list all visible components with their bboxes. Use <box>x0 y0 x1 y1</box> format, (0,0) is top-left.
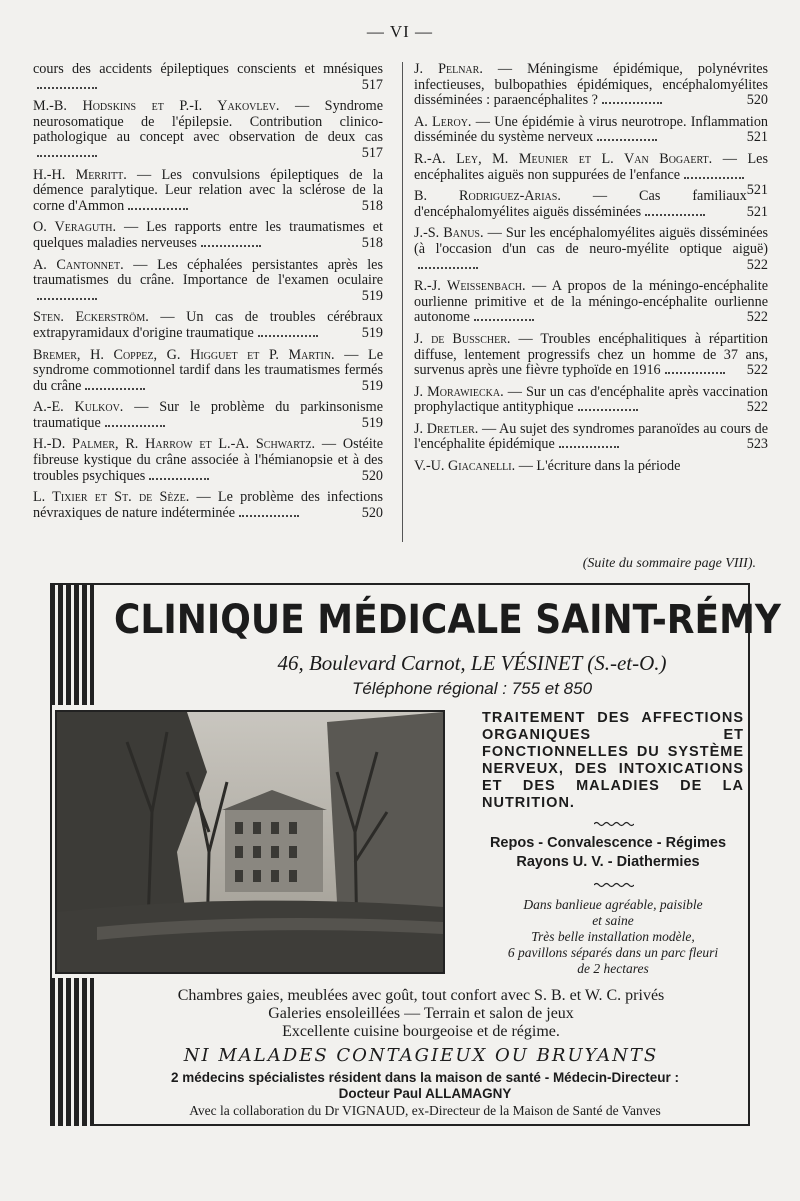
toc-entry <box>33 168 383 215</box>
environment-description <box>482 897 744 977</box>
toc-entry <box>414 279 768 326</box>
toc-leader <box>128 208 188 210</box>
amenities-line-2: Galeries ensoleillées — Terrain et salon de jeux <box>268 1005 574 1022</box>
column-divider <box>402 62 403 542</box>
toc-page-number: 521 <box>746 182 768 199</box>
toc-leader <box>37 298 97 300</box>
toc-page-number: 517 <box>361 76 383 93</box>
toc-author: J. Morawiecka. <box>414 383 504 400</box>
toc-page-number: 522 <box>746 399 768 416</box>
toc-leader <box>258 335 318 337</box>
toc-page-number: 517 <box>361 144 383 161</box>
toc-page-number: 521 <box>746 203 768 220</box>
toc-entry <box>414 115 768 146</box>
toc-title: — Les céphalées persistantes après les traumatismes du crâne. Importance de l'examen oculaire <box>33 256 383 289</box>
toc-entry <box>33 348 383 395</box>
toc-page-number: 520 <box>746 92 768 109</box>
decorative-stripe-top <box>50 585 94 705</box>
toc-page-number: 518 <box>361 197 383 214</box>
toc-leader <box>418 267 478 269</box>
toc-title: — Méningisme épidémique, polynévrites infectieuses, bulbopathies épidémiques, encéphalomyélites disséminées : paraencéphalites ? <box>414 61 769 109</box>
toc-left-column <box>33 62 383 527</box>
toc-title: — Le problème des infections névraxiques de nature indéterminée <box>33 489 384 521</box>
decorative-stripe-bottom <box>50 978 94 1126</box>
staff-line-2: Docteur Paul ALLAMAGNY <box>338 1086 512 1101</box>
toc-entry <box>414 62 768 109</box>
env-line-5: de 2 hectares <box>577 961 649 976</box>
toc-author: R.-J. Weissenbach. <box>414 278 526 295</box>
toc-author: A. Cantonnet. <box>33 256 124 273</box>
toc-entry <box>33 99 383 161</box>
toc-author: H.-H. Merritt. <box>33 166 127 183</box>
treatment-description: TRAITEMENT DES AFFECTIONS ORGANIQUES ET FONCTIONNELLES DU SYSTÈME NERVEUX, DES INTOXICATIONS ET DES MALADIES DE LA NUTRITION. <box>482 710 744 811</box>
toc-title: — Troubles encéphalitiques à répartition diffuse, lentement progressifs chez un homme de 37 ans, survenus après une fièvre typhoïde en 1916 <box>414 330 768 379</box>
toc-entry <box>33 62 383 93</box>
staff-line-1: 2 médecins spécialistes résident dans la maison de santé - Médecin-Directeur : <box>171 1070 679 1085</box>
toc-title: — Cas familiaux d'encéphalomyélites aiguës disséminées <box>414 188 747 220</box>
toc-leader <box>474 319 534 321</box>
toc-leader <box>559 446 619 448</box>
toc-author: A. Leroy. <box>414 113 472 130</box>
toc-author: J.-S. Banus. <box>414 225 484 242</box>
toc-leader <box>684 177 744 179</box>
toc-title: — Le syndrome commotionnel tardif dans les traumatismes fermés du crâne <box>33 346 384 394</box>
env-line-4: 6 pavillons séparés dans un parc fleuri <box>507 945 719 960</box>
decorative-squiggle <box>594 882 634 888</box>
toc-author: M.-B. Hodskins et P.-I. Yakovlev. <box>33 98 280 115</box>
services-list <box>472 834 744 872</box>
continuation-note: (Suite du sommaire page VIII). <box>582 556 756 571</box>
toc-leader <box>37 155 97 157</box>
toc-entry <box>33 490 383 521</box>
toc-page-number: 520 <box>361 467 383 484</box>
toc-page-number: 522 <box>746 362 768 379</box>
toc-author: A.-E. Kulkov. <box>33 399 124 416</box>
toc-title: — Sur un cas d'encéphalite après vaccination prophylactique antityphique <box>414 383 768 416</box>
clinic-name: CLINIQUE MÉDICALE SAINT-RÉMY <box>114 597 782 643</box>
toc-entry <box>414 189 768 220</box>
services-line-1: Repos - Convalescence - Régimes <box>489 835 727 851</box>
toc-entry <box>33 400 383 431</box>
env-line-3: Très belle installation modèle, <box>531 929 695 944</box>
amenities-line-1: Chambres gaies, meublées avec goût, tout confort avec S. B. et W. C. privés <box>177 987 665 1004</box>
clinic-building-image <box>57 712 443 972</box>
clinic-advertisement <box>50 583 782 1126</box>
clinic-address: 46, Boulevard Carnot, LE VÉSINET (S.-et-O.) <box>277 651 667 675</box>
toc-title: cours des accidents épileptiques conscients et mnésiques <box>33 61 383 77</box>
toc-author: L. Tixier et St. de Sèze. <box>33 489 190 506</box>
toc-author: R.-A. Ley, M. Meunier et L. Van Bogaert. <box>414 150 713 167</box>
toc-author: Bremer, H. Coppez, G. Higguet et P. Martin. <box>33 346 335 363</box>
toc-title: — Syndrome neurosomatique de l'épilepsie. Contribution clinico-pathologique au concept avec observation de deux cas <box>33 98 384 146</box>
toc-title: — Les convulsions épileptiques de la démence paralytique. Leur relation avec la sclérose de la corne d'Ammon <box>33 166 384 214</box>
toc-page-number: 519 <box>361 377 383 394</box>
toc-leader <box>85 388 145 390</box>
toc-leader <box>578 409 638 411</box>
toc-leader <box>201 245 261 247</box>
toc-title: — Au sujet des syndromes paranoïdes au cours de l'encéphalite épidémique <box>414 420 768 453</box>
toc-page-number: 522 <box>746 256 768 273</box>
toc-title: — Sur le problème du parkinsonisme traumatique <box>33 399 384 431</box>
toc-author: J. Dretler. <box>414 420 479 437</box>
env-line-2: et saine <box>592 913 634 928</box>
toc-entry <box>33 258 383 305</box>
services-line-2: Rayons U. V. - Diathermies <box>516 854 700 870</box>
toc-title: — Ostéite fibreuse kystique du crâne associée à l'hémianopsie et à des troubles psychiques <box>33 436 384 484</box>
clinic-photo <box>55 710 445 974</box>
toc-title: — Les encéphalites aiguës non suppurées de l'enfance <box>414 150 768 183</box>
toc-title: — Sur les encéphalomyélites aiguës disséminées (à l'occasion d'un cas de neuro-myélite optique aiguë) <box>414 225 769 257</box>
toc-author: V.-U. Giacanelli. <box>414 458 516 475</box>
toc-entry <box>414 226 768 273</box>
collaboration-note: Avec la collaboration du Dr VIGNAUD, ex-Directeur de la Maison de Santé de Vanves <box>189 1103 661 1118</box>
toc-entry <box>414 332 768 379</box>
clinic-phone: Téléphone régional : 755 et 850 <box>351 679 593 698</box>
toc-leader <box>665 372 725 374</box>
env-line-1: Dans banlieue agréable, paisible <box>523 897 703 912</box>
toc-author: H.-D. Palmer, R. Harrow et L.-A. Schwartz. <box>33 436 316 453</box>
toc-page-number: 523 <box>746 436 768 453</box>
decorative-squiggle <box>594 821 634 827</box>
amenities <box>100 987 742 1041</box>
toc-entry <box>414 459 768 475</box>
toc-leader <box>597 139 657 141</box>
toc-title: — L'écriture dans la période <box>518 458 681 475</box>
toc-entry <box>33 310 383 341</box>
toc-author: O. Veraguth. <box>33 219 117 236</box>
toc-title: — Une épidémie à virus neurotrope. Inflammation disséminée du système nerveux <box>414 113 769 146</box>
toc-author: J. Pelnar. <box>414 61 483 77</box>
toc-leader <box>645 214 705 216</box>
toc-leader <box>149 478 209 480</box>
toc-page-number: 519 <box>361 324 383 341</box>
toc-page-number: 522 <box>746 309 768 326</box>
toc-page-number: 518 <box>361 234 383 251</box>
toc-page-number: 519 <box>361 287 383 304</box>
toc-leader <box>105 425 165 427</box>
toc-page-number: 519 <box>361 414 383 431</box>
page-number: — VI — <box>366 22 434 41</box>
admission-restriction: NI MALADES CONTAGIEUX OU BRUYANTS <box>183 1045 659 1066</box>
toc-author: J. de Busscher. <box>414 330 511 347</box>
toc-author: B. Rodriguez-Arias. <box>414 188 561 205</box>
toc-entry <box>33 220 383 251</box>
toc-leader <box>239 515 299 517</box>
amenities-line-3: Excellente cuisine bourgeoise et de régime. <box>282 1023 560 1040</box>
toc-page-number: 520 <box>361 504 383 521</box>
toc-page-number: 521 <box>746 129 768 146</box>
toc-leader <box>37 87 97 89</box>
toc-entry <box>33 437 383 484</box>
toc-title: — A propos de la méningo-encéphalite ourlienne primitive et de la méningo-encéphalite ourlienne autonome <box>414 278 768 326</box>
toc-right-column <box>414 62 768 481</box>
toc-leader <box>602 102 662 104</box>
medical-staff <box>100 1070 750 1102</box>
toc-entry <box>414 385 768 416</box>
toc-title: — Un cas de troubles cérébraux extrapyramidaux d'origine traumatique <box>33 309 384 341</box>
toc-title: — Les rapports entre les traumatismes et quelques maladies nerveuses <box>33 219 383 251</box>
toc-author: Sten. Eckerström. <box>33 309 149 326</box>
toc-entry <box>414 422 768 453</box>
